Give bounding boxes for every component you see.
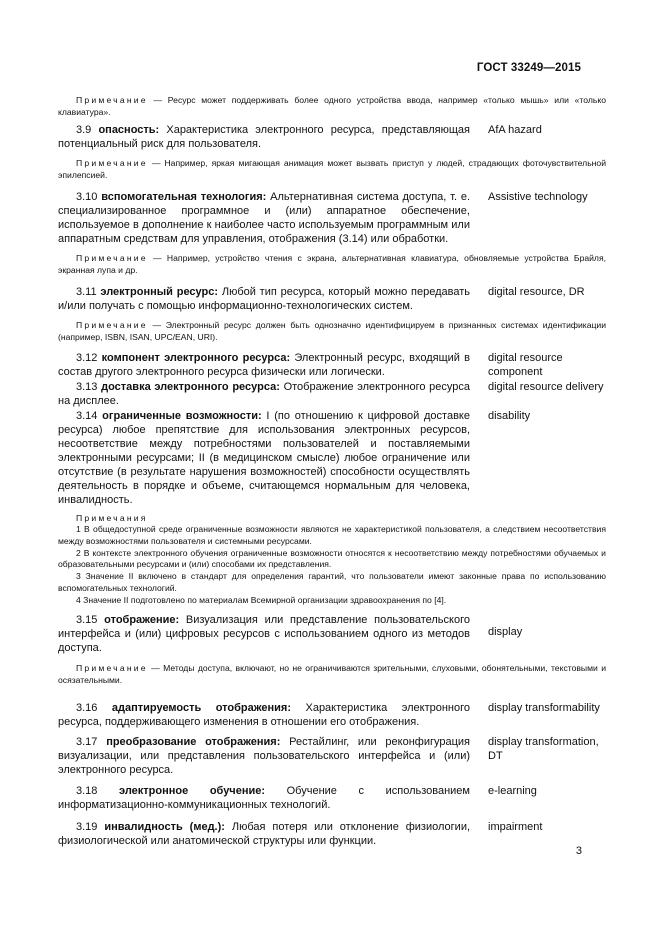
term-number: 3.12 (76, 351, 98, 364)
note (58, 253, 606, 276)
term-name: адаптируемость отображения: (111, 701, 292, 714)
note-item-1: 1 В общедоступной среде ограниченные возможности являются не характеристикой пользователя, а следствием несоответствия между возможностями пользователя и системными ресурсами. (58, 524, 606, 547)
term-number: 3.19 (76, 820, 98, 833)
term-name: электронное обучение: (119, 784, 266, 797)
term-name: электронный ресурс: (100, 286, 219, 299)
term-name: преобразование отображения: (106, 735, 281, 748)
page-number: 3 (575, 845, 582, 857)
term-definition (58, 784, 470, 812)
term-definition (58, 820, 470, 848)
term-english: digital resource, DR (488, 286, 585, 299)
term-definition (58, 190, 470, 246)
term-number: 3.10 (76, 190, 98, 203)
term-number: 3.14 (76, 409, 98, 422)
note-text: — Ресурс может поддерживать более одного устройства ввода, например «только мышь» или «только клавиатура». (58, 95, 606, 117)
note (58, 320, 606, 343)
term-definition (58, 380, 470, 408)
note (58, 158, 606, 181)
term-number: 3.18 (76, 784, 98, 797)
term-text: Характеристика электронного ресурса, представляющая потенциальный риск для пользователя. (58, 124, 470, 151)
term-definition (58, 409, 470, 507)
term-text: Визуализация или представление пользовательского интерфейса и (или) цифровых ресурсов с использованием одного из методов доступа. (58, 614, 470, 655)
term-english: display transformation, DT (488, 735, 599, 762)
term-entry-3-15 (58, 613, 606, 655)
term-entry-3-19 (58, 820, 606, 848)
term-english: impairment (488, 820, 543, 833)
term-entry-3-18 (58, 784, 606, 812)
note-text: — Методы доступа, включают, но не ограничиваются зрительными, слуховыми, обонятельными, текстовыми и осязательными. (58, 663, 606, 685)
term-name: вспомогательная технология: (101, 190, 267, 203)
term-entry-3-17 (58, 735, 606, 777)
term-english: display (488, 626, 523, 639)
term-entry-3-11 (58, 285, 606, 313)
term-name: инвалидность (104, 820, 183, 833)
term-entry-3-9 (58, 123, 606, 151)
document-number: ГОСТ 33249—2015 (476, 62, 581, 74)
term-qualifier: (мед.): (189, 820, 225, 833)
note-text: — Например, устройство чтения с экрана, альтернативная клавиатура, обновляемые устройства Брайля, экранная лупа и др. (58, 252, 606, 275)
term-definition (58, 285, 470, 313)
note-item-2: 2 В контексте электронного обучения ограниченные возможности относятся к несоответствию между потребностями обучаемых и образовательными ресурсами и (или) способами их представления. (58, 547, 606, 570)
term-number: 3.13 (76, 380, 98, 393)
term-number: 3.15 (76, 614, 98, 627)
note-label: Примечание (76, 252, 148, 263)
term-text: Рестайлинг, или реконфигурация визуализации, или представления пользовательского интерфейса и (или) электронного ресурса. (58, 735, 470, 776)
note (58, 663, 606, 686)
term-text: Отображение электронного ресурса на дисплее. (58, 380, 471, 407)
term-definition (58, 735, 470, 777)
term-name: опасность: (98, 124, 160, 137)
term-text: Альтернативная система доступа, т. е. специализированное программное и (или) аппаратное обеспечение, используемое в дополнение к наиболее часто используемым программным или аппаратным средствам для управления, отображения (3.14) или обработки. (58, 190, 471, 245)
term-entry-3-16 (58, 701, 606, 729)
term-entry-3-13 (58, 380, 606, 408)
term-number: 3.9 (76, 124, 92, 137)
term-text: Характеристика электронного ресурса, поддерживающего изменения в отношении его отображения. (58, 701, 470, 728)
term-english: AfA hazard (488, 124, 542, 137)
term-number: 3.16 (76, 701, 98, 714)
term-text: Обучение с использованием информатизационно-коммуникационных технологий. (58, 784, 470, 811)
note-label: Примечание (76, 663, 148, 674)
term-english: Assistive technology (488, 190, 588, 203)
term-definition (58, 351, 470, 379)
notes-block (58, 513, 606, 607)
term-number: 3.17 (76, 735, 98, 748)
term-entry-3-10 (58, 190, 606, 246)
note-label: Примечание (76, 158, 148, 169)
note-text: — Электронный ресурс должен быть однозначно идентифицируем в признанных системах идентификации (например, ISBN, ISAN, UPC/EAN, URI). (58, 320, 606, 342)
term-english: digital resource delivery (488, 380, 604, 393)
notes-label: Примечания (76, 512, 148, 523)
term-english: display transformability (488, 701, 600, 714)
term-number: 3.11 (76, 286, 97, 299)
term-english: disability (488, 409, 531, 422)
term-name: отображение: (104, 614, 180, 627)
term-definition (58, 123, 470, 151)
term-text: Электронный ресурс, входящий в состав другого электронного ресурса физически или логически. (58, 351, 470, 378)
term-entry-3-12 (58, 351, 606, 379)
term-english: e-learning (488, 784, 537, 797)
note-label: Примечание (76, 95, 148, 105)
notes-heading (58, 513, 606, 525)
term-entry-3-14 (58, 409, 606, 507)
term-text: I (по отношению к цифровой доставке ресурса) любое препятствие для использования электронных ресурсов, несоответствие между потребностями пользователей и поставляемыми электронными ресурсами; II (в медицинском смысле) любое ограничение или отсутствие (в результате нарушения возможностей) способности осуществлять деятельность в порядке и объеме, считающемся нормальным для человека, инвалидность. (58, 409, 470, 506)
note-item-3: 3 Значение II включено в стандарт для определения гарантий, что пользователи имеют законные права по использованию вспомогательных технологий. (58, 571, 606, 593)
note-item-4: 4 Значение II подготовлено по материалам Всемирной организации здравоохранения по [4]. (76, 594, 447, 605)
term-definition (58, 613, 470, 655)
term-name: ограниченные возможности: (102, 409, 262, 422)
note-label: Примечание (76, 320, 148, 331)
term-name: доставка электронного ресурса: (101, 380, 280, 393)
term-text: Любая потеря или отклонение физиологии, физиологической или анатомической структуры или функции. (58, 820, 471, 847)
term-name: компонент электронного ресурса: (101, 351, 291, 364)
terms-content (58, 95, 606, 848)
term-definition (58, 701, 470, 729)
term-english: digital resource component (488, 351, 563, 378)
note (58, 95, 606, 118)
term-text: Любой тип ресурса, который можно передавать и/или получать с помощью информационно-технологических систем. (58, 286, 471, 313)
note-text: — Например, яркая мигающая анимация может вызвать приступ у людей, страдающих фоточувствительной эпилепсией. (58, 158, 606, 181)
